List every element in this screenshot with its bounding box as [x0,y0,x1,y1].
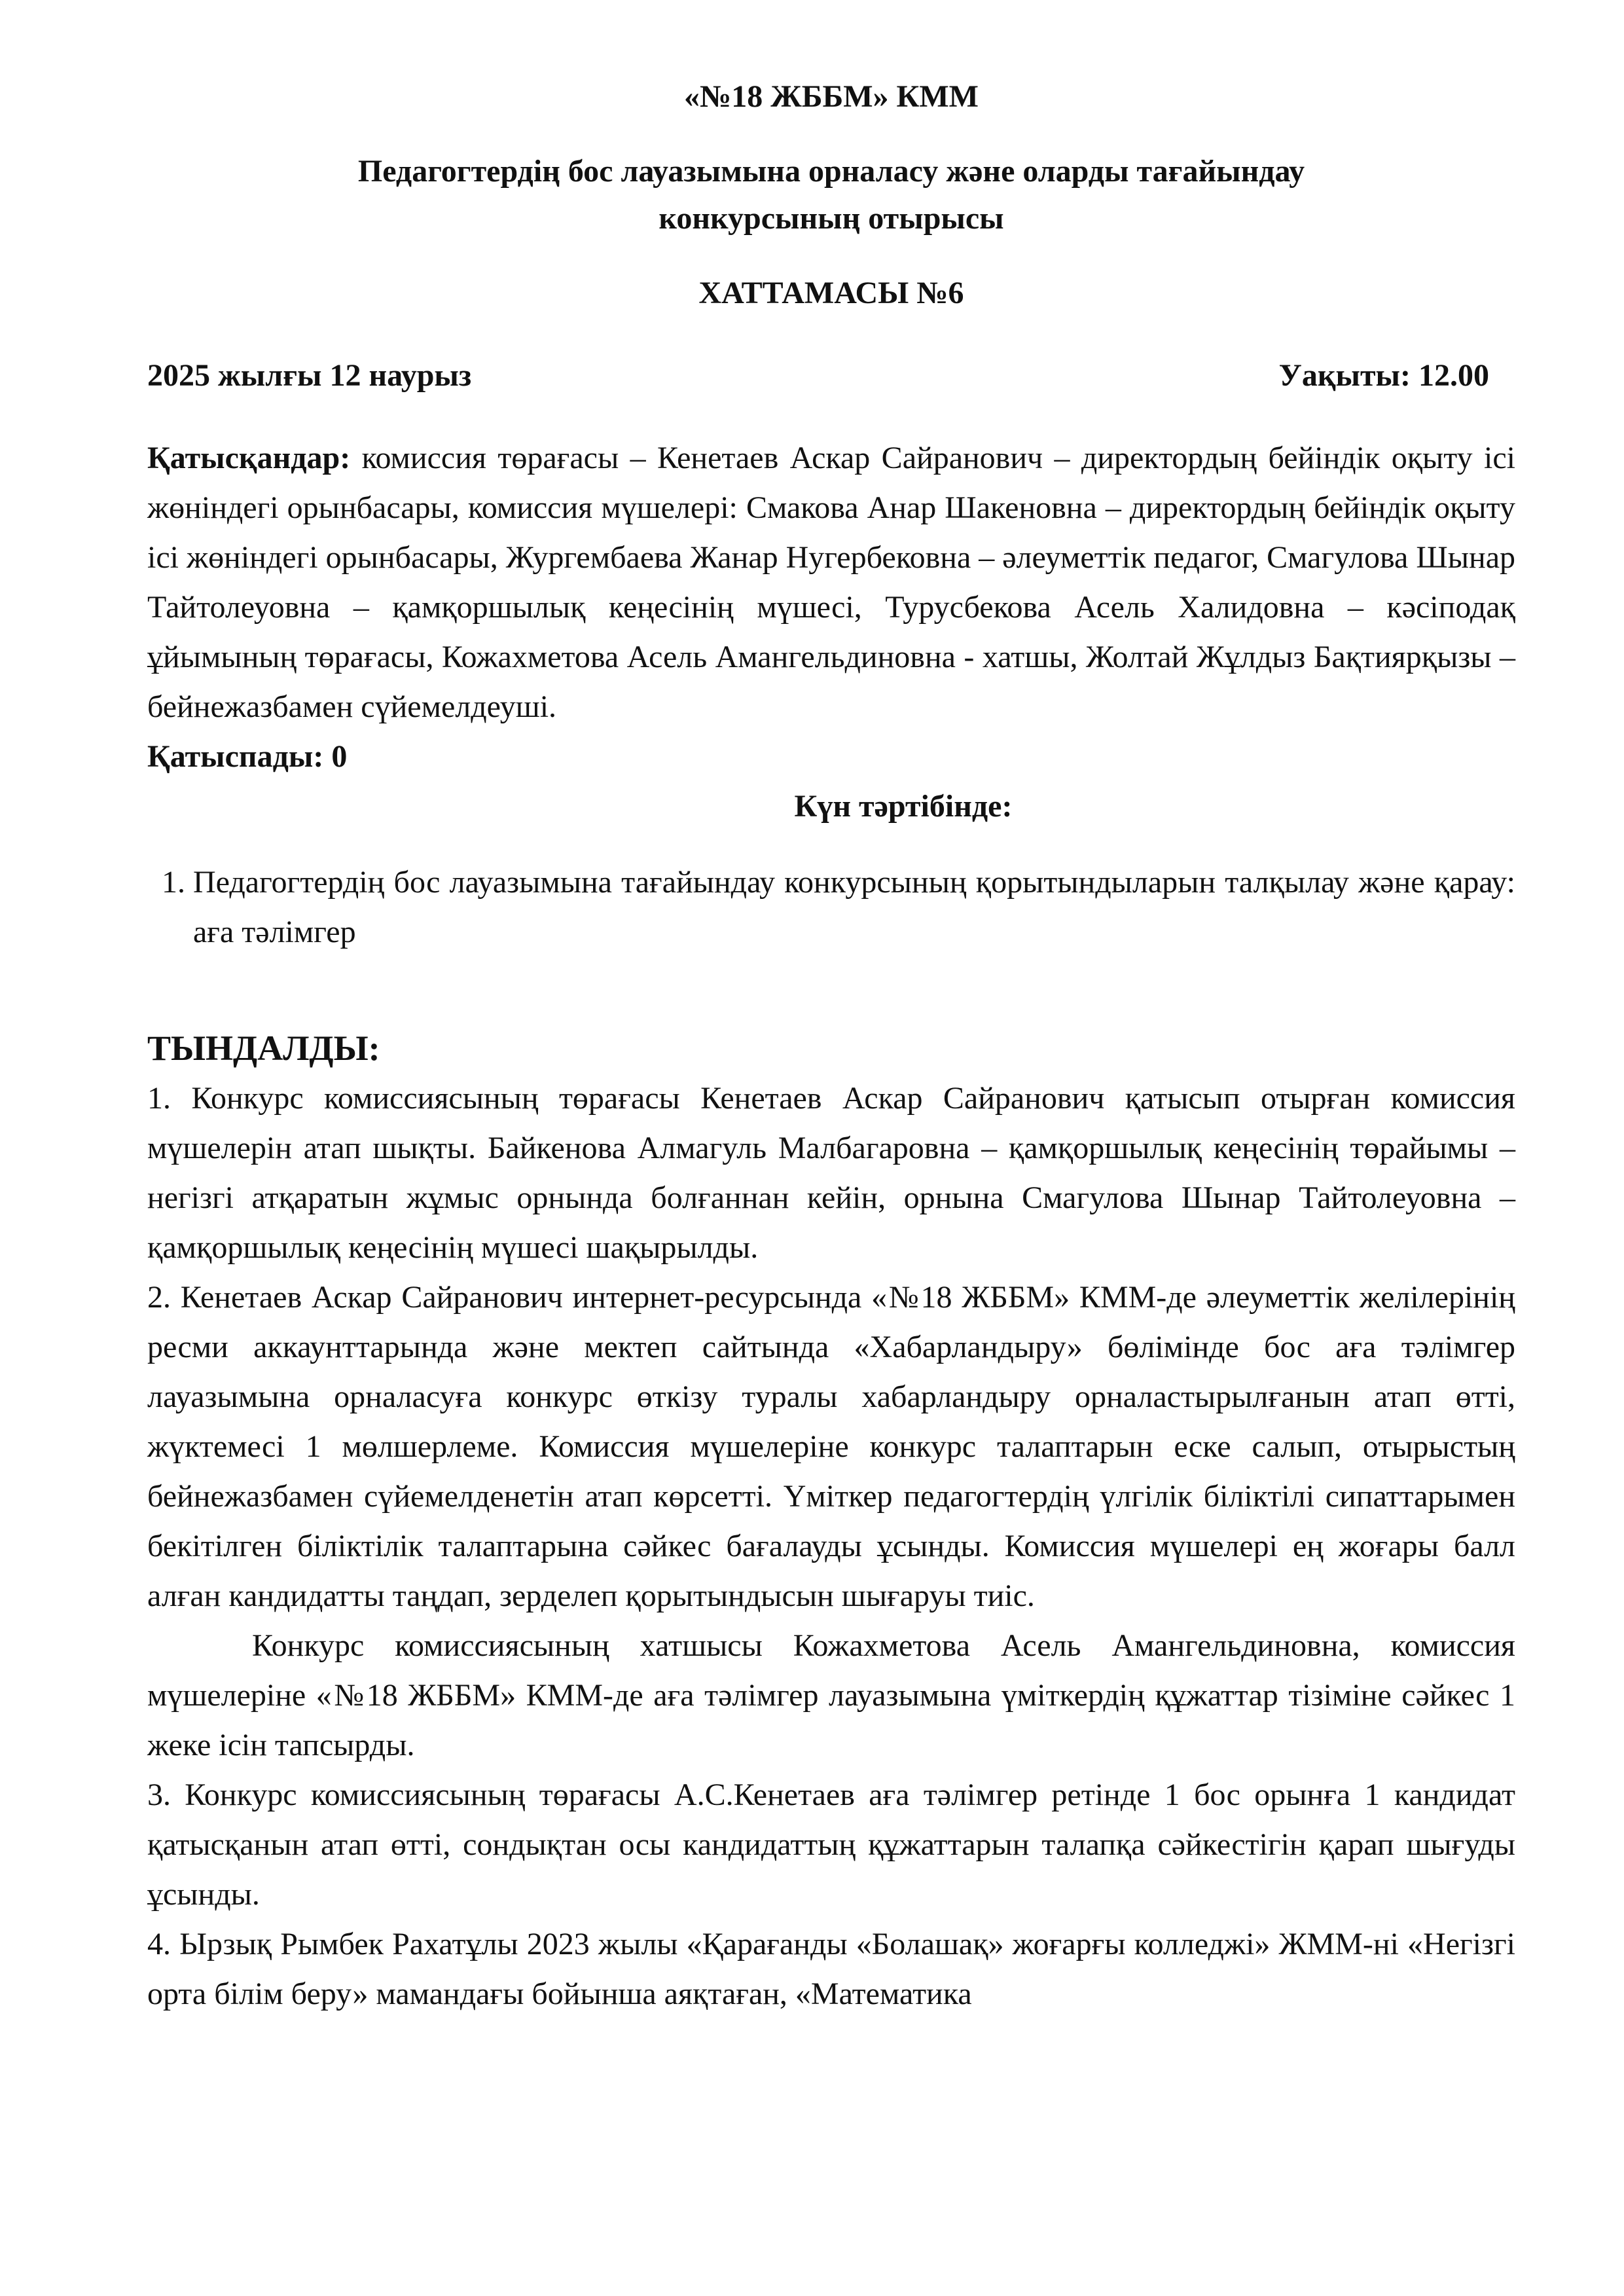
document-title-line-1: Педагогтердің бос лауазымына орналасу және оларды тағайындау [357,154,1305,189]
document-page [147,72,1515,2019]
heard-heading: ТЫНДАЛДЫ: [147,1029,380,1068]
document-title [147,148,1515,242]
meeting-time: Уақыты: 12.00 [1278,358,1489,393]
agenda-list [147,858,1515,957]
organization-name: «№18 ЖББМ» КММ [684,79,979,114]
heard-paragraph-1: 1. Конкурс комиссиясының төрағасы Кенетаев Аскар Сайранович қатысып отырған комиссия мүшелерін атап шықты. Байкенова Алмагуль Малбагаровна – қамқоршылық кеңесінің төрайымы – негізгі атқаратын жұмыс орнында болғаннан кейін, орнына Смагулова Шынар Тайтолеуовна – қамқоршылық кеңесінің мүшесі шақырылды. [147,1081,1515,1265]
agenda-title: Күн тәртібінде: [794,789,1013,824]
heard-paragraph-4: 4. Ырзық Рымбек Рахатұлы 2023 жылы «Қарағанды «Болашақ» жоғарғы колледжі» ЖММ-ні «Негізгі орта білім беру» мамандағы бойынша аяқтаған, «Математика [147,1927,1515,2011]
document-title-line-2: конкурсының отырысы [659,201,1004,236]
attendees-label: Қатысқандар: [147,441,351,475]
heard-paragraph-2: 2. Кенетаев Аскар Сайранович интернет-ресурсында «№18 ЖББМ» КММ-де әлеуметтік желілерінің ресми аккаунттарында және мектеп сайтында «Хабарландыру» бөлімінде бос аға тәлімгер лауазымына орналасуға конкурс өткізу туралы хабарландыру орналастырылғанын атап өтті, жүктемесі 1 мөлшерлеме. Комиссия мүшелеріне конкурс талаптарын еске салып, отырыстың бейнежазбамен сүйемелденетін атап көрсетті. Үміткер педагогтердің үлгілік біліктілі сипаттарымен бекітілген біліктілік талаптарына сәйкес бағалауды ұсынды. Комиссия мүшелері ең жоғары балл алған кандидатты таңдап, зерделеп қорытындысын шығаруы тиіс. [147,1280,1515,1613]
heard-paragraph-2b: Конкурс комиссиясының хатшысы Кожахметова Асель Амангельдиновна, комиссия мүшелеріне «№18 ЖББМ» КММ-де аға тәлімгер лауазымына үміткердің құжаттар тізіміне сәйкес 1 жеке ісін тапсырды. [147,1628,1515,1762]
heard-paragraph-3: 3. Конкурс комиссиясының төрағасы А.С.Кенетаев аға тәлімгер ретінде 1 бос орынға 1 кандидат қатысқанын атап өтті, сондықтан осы кандидаттың құжаттарын талапқа сәйкестігін қарап шығуды ұсынды. [147,1777,1515,1912]
absent-line: Қатыспады: 0 [147,739,348,774]
attendees-text: комиссия төрағасы – Кенетаев Аскар Сайранович – директордың бейіндік оқыту ісі жөніндегі орынбасары, комиссия мүшелері: Смакова Анар Шакеновна – директордың бейіндік оқыту ісі жөніндегі орынбасары, Жургембаева Жанар Нугербековна – әлеуметтік педагог, Смагулова Шынар Тайтолеуовна – қамқоршылық кеңесінің мүшесі, Турусбекова Асель Халидовна – кәсіподақ ұйымының төрағасы, Кожахметова Асель Амангельдиновна - хатшы, Жолтай Жұлдыз Бақтиярқызы – бейнежазбамен сүйемелдеуші. [147,441,1516,724]
meeting-date: 2025 жылғы 12 наурыз [147,358,472,393]
date-time-line [147,351,1515,401]
protocol-number: ХАТТАМАСЫ №6 [698,276,964,310]
agenda-item: 1. Педагогтердің бос лауазымына тағайындау конкурсының қорытындыларын талқылау және қарау: аға тәлімгер [193,858,1515,957]
attendees-paragraph [147,433,1515,732]
